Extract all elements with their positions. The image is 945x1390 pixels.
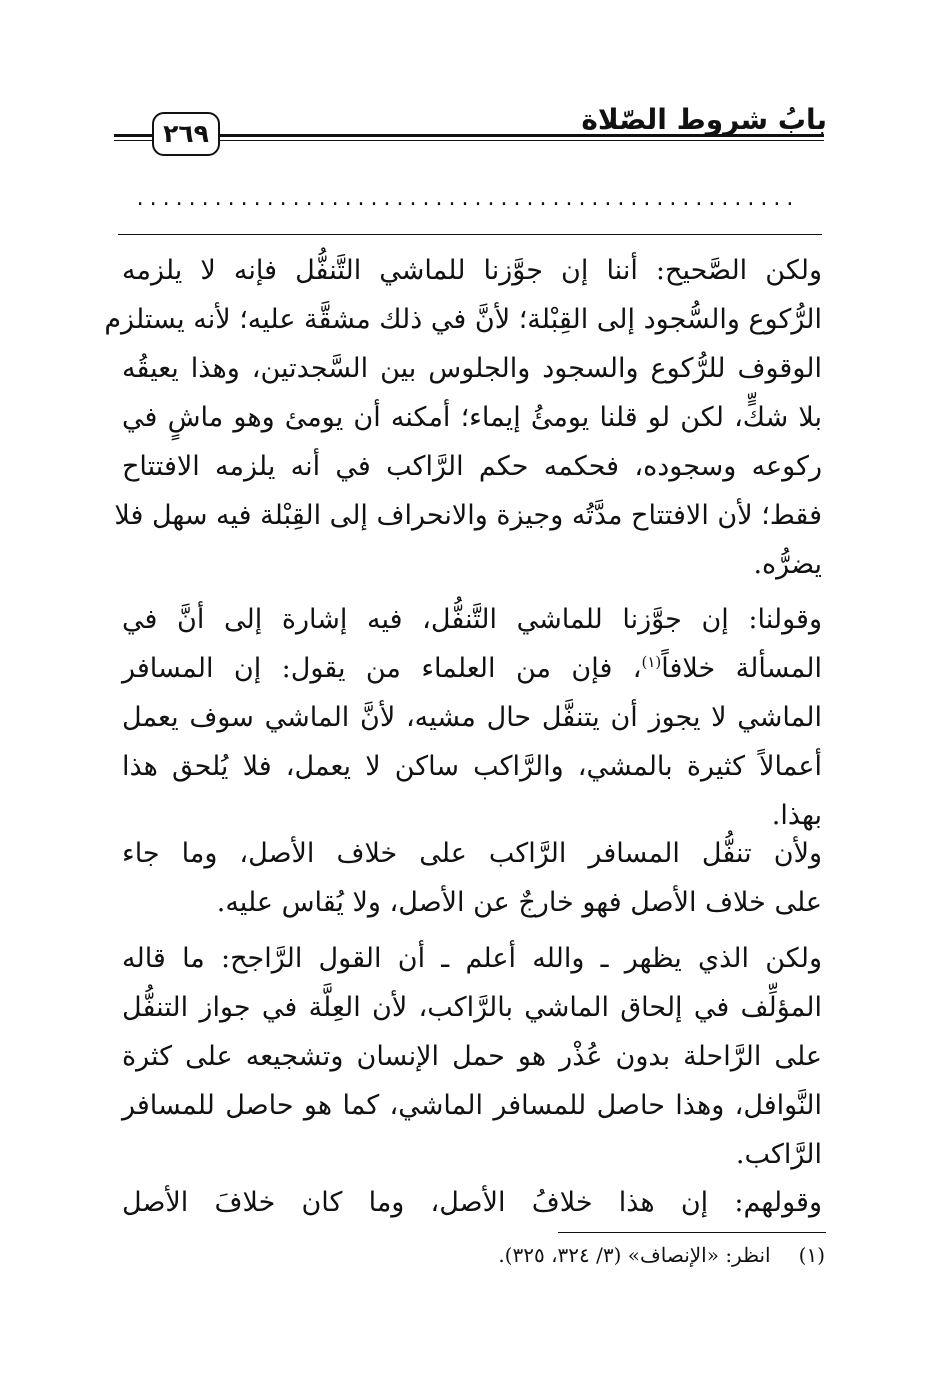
footnote-marker: (١) (641, 653, 662, 671)
text-line-20: وقولهم: إن هذا خلافُ الأصل، وما كان خلافَ الأصل (122, 1187, 822, 1218)
text-line-4: بلا شكٍّ، لكن لو قلنا يومئُ إيماء؛ أمكنه أن يومئ وهو ماشٍ في (122, 402, 822, 433)
text-line-19: الرَّاكب. (735, 1139, 822, 1170)
line-9-lead: المسألة خلافاً (661, 653, 822, 684)
text-line-3: الوقوف للرُّكوع والسجود والجلوس بين السَّجدتين، وهذا يعيقُه (122, 353, 822, 384)
header-rule-right (218, 134, 824, 137)
header-rule-right-thin (218, 140, 824, 141)
dotted-separator: ................................................... (136, 187, 800, 211)
text-line-18: النَّوافل، وهذا حاصل للمسافر الماشي، كما هو حاصل للمسافر (122, 1090, 822, 1121)
header-rule-left-thin (114, 140, 152, 141)
text-line-10: الماشي لا يجوز أن يتنفَّل حال مشيه، لأنَّ الماشي سوف يعمل (122, 702, 822, 733)
text-line-1: ولكن الصَّحيح: أننا إن جوَّزنا للماشي التَّنفُّل فإنه لا يلزمه (122, 255, 822, 286)
line-9-rest: ، فإن من العلماء من يقول: إن المسافر (122, 653, 642, 684)
text-line-7: يضرُّه. (753, 549, 822, 580)
page-number: ٢٦٩ (152, 112, 220, 156)
text-line-17: على الرَّاحلة بدون عُذْر هو حمل الإنسان وتشجيعه على كثرة (122, 1041, 822, 1072)
text-line-14: على خلاف الأصل فهو خارجٌ عن الأصل، ولا يُقاس عليه. (216, 887, 822, 918)
header-rule-left (114, 134, 152, 137)
content-top-rule (118, 234, 822, 235)
text-line-15: ولكن الذي يظهر ـ والله أعلم ـ أن القول الرَّاجح: ما قاله (122, 943, 822, 974)
text-line-2: الرُّكوع والسُّجود إلى القِبْلة؛ لأنَّ في ذلك مشقَّة عليه؛ لأنه يستلزم (104, 304, 822, 335)
footnote-number: (١) (798, 1243, 825, 1267)
footnote-rule (558, 1232, 826, 1233)
text-line-8: وقولنا: إن جوَّزنا للماشي التَّنفُّل، فيه إشارة إلى أنَّ في (122, 604, 822, 635)
text-line-12: بهذا. (771, 800, 822, 831)
text-line-5: ركوعه وسجوده، فحكمه حكم الرَّاكب في أنه يلزمه الافتتاح (122, 451, 822, 482)
text-line-9 (122, 646, 822, 692)
chapter-title: بابُ شروط الصّلاة (581, 103, 827, 136)
text-line-11: أعمالاً كثيرة بالمشي، والرَّاكب ساكن لا يعمل، فلا يُلحق هذا (122, 751, 822, 782)
footnote (225, 1240, 825, 1270)
text-line-13: ولأن تنفُّل المسافر الرَّاكب على خلاف الأصل، وما جاء (122, 838, 822, 869)
text-line-6: فقط؛ لأن الافتتاح مدَّتُه وجيزة والانحراف إلى القِبْلة فيه سهل فلا (114, 500, 822, 531)
footnote-text: انظر: «الإنصاف» (٣/ ٣٢٤، ٣٢٥). (498, 1243, 771, 1267)
text-line-16: المؤلِّف في إلحاق الماشي بالرَّاكب، لأن العِلَّة في جواز التنفُّل (122, 992, 822, 1023)
